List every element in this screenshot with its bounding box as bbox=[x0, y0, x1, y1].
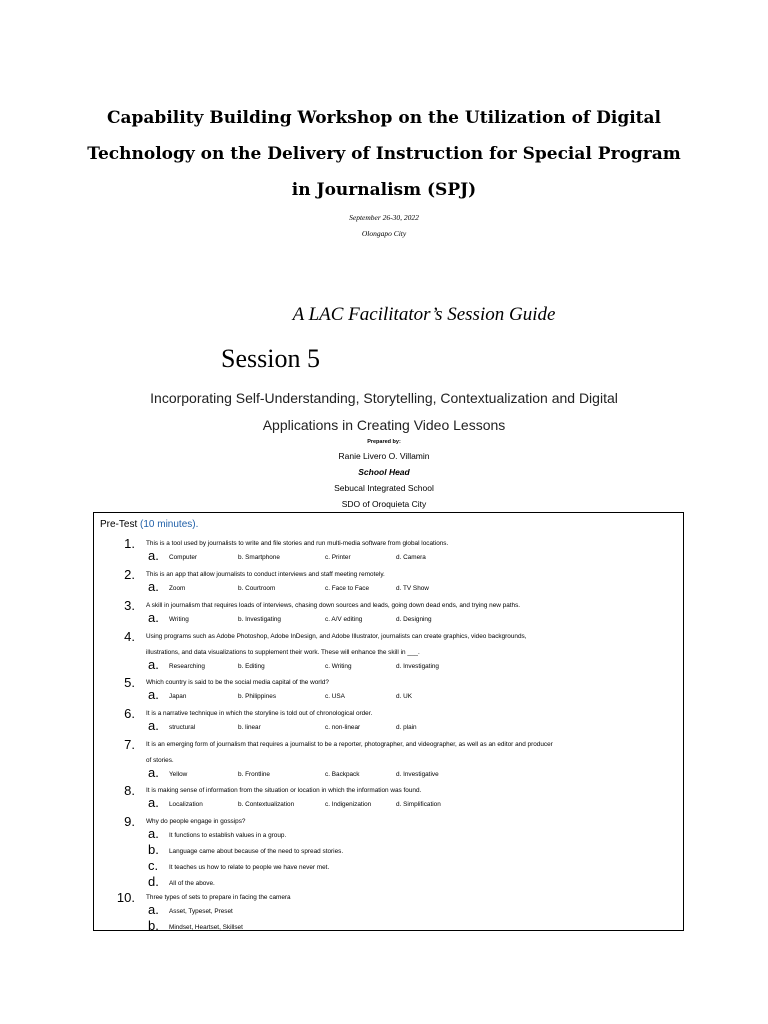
option-text: Asset, Typeset, Preset bbox=[169, 908, 233, 915]
option-text: d. UK bbox=[396, 693, 412, 700]
option-text: c. Backpack bbox=[325, 771, 360, 778]
title-line: Capability Building Workshop on the Utilization of Digital bbox=[106, 108, 662, 128]
question-number: 1. bbox=[124, 536, 135, 551]
option-text: d. Investigative bbox=[396, 771, 439, 778]
question-text: of stories. bbox=[146, 757, 174, 764]
option-letter: a. bbox=[148, 610, 159, 625]
question-number: 4. bbox=[124, 629, 135, 644]
option-text: Language came about because of the need to spread stories. bbox=[169, 848, 344, 855]
prepared-by-label: Prepared by: bbox=[367, 439, 401, 445]
option-text: b. Editing bbox=[238, 663, 265, 670]
credits bbox=[60, 436, 708, 512]
option-text: b. Smartphone bbox=[238, 554, 280, 561]
session-heading: Session 5 bbox=[221, 344, 320, 373]
option-letter: a. bbox=[148, 548, 159, 563]
question-text: This is a tool used by journalists to write and file stories and run multi-media software from global locations. bbox=[146, 540, 449, 547]
option-text: structural bbox=[169, 724, 196, 731]
option-text: d. Simplification bbox=[396, 801, 441, 808]
option-text: b. Investigating bbox=[238, 616, 281, 623]
guide-title: A LAC Facilitator’s Session Guide bbox=[292, 304, 556, 325]
question-text: It is an emerging form of journalism that requires a journalist to be a reporter, photographer, and videographer, as well as an editor and producer bbox=[146, 741, 553, 748]
pretest-time: (10 minutes). bbox=[140, 519, 199, 530]
title-line: in Journalism (SPJ) bbox=[291, 180, 477, 200]
option-text: d. TV Show bbox=[396, 585, 429, 592]
option-text: c. Writing bbox=[325, 663, 352, 670]
option-text: b. Frontline bbox=[238, 771, 270, 778]
option-letter: b. bbox=[148, 918, 159, 931]
question-text: Which country is said to be the social media capital of the world? bbox=[146, 679, 329, 686]
pretest-label: Pre-Test bbox=[100, 519, 138, 530]
title-line: Technology on the Delivery of Instruction for Special Program bbox=[87, 144, 681, 164]
option-letter: b. bbox=[148, 842, 159, 857]
option-letter: a. bbox=[148, 687, 159, 702]
option-letter: a. bbox=[148, 718, 159, 733]
option-text: d. Designing bbox=[396, 616, 432, 623]
author-role: School Head bbox=[358, 467, 410, 477]
session-subtitle bbox=[60, 385, 708, 439]
option-text: d. plain bbox=[396, 724, 417, 731]
option-text: Zoom bbox=[169, 585, 186, 592]
option-text: It functions to establish values in a group. bbox=[169, 832, 287, 839]
option-text: d. Investigating bbox=[396, 663, 439, 670]
question-number: 3. bbox=[124, 598, 135, 613]
question-text: Using programs such as Adobe Photoshop, Adobe InDesign, and Adobe Illustrator, journalists can create graphics, video backgrounds, bbox=[146, 633, 527, 640]
subtitle-line: Applications in Creating Video Lessons bbox=[262, 417, 506, 433]
option-text: Yellow bbox=[169, 771, 188, 778]
event-place: Olongapo City bbox=[361, 229, 407, 238]
question-number: 9. bbox=[124, 814, 135, 829]
question-text: illustrations, and data visualizations to supplement their work. These will enhance the skill in ___. bbox=[146, 649, 420, 656]
question-number: 2. bbox=[124, 567, 135, 582]
option-text: c. Printer bbox=[325, 554, 351, 561]
question-number: 8. bbox=[124, 783, 135, 798]
option-text: Mindset, Heartset, Skillset bbox=[169, 924, 243, 931]
option-letter: a. bbox=[148, 902, 159, 917]
option-text: b. Courtroom bbox=[238, 585, 276, 592]
option-text: Japan bbox=[169, 693, 187, 700]
option-letter: d. bbox=[148, 874, 159, 889]
question-text: Why do people engage in gossips? bbox=[146, 818, 246, 825]
question-text: This is an app that allow journalists to conduct interviews and staff meeting remotely. bbox=[146, 571, 385, 578]
event-details bbox=[60, 210, 708, 242]
option-letter: a. bbox=[148, 657, 159, 672]
option-text: b. linear bbox=[238, 724, 261, 731]
option-letter: a. bbox=[148, 795, 159, 810]
option-text: c. USA bbox=[325, 693, 345, 700]
option-letter: a. bbox=[148, 579, 159, 594]
option-text: It teaches us how to relate to people we have never met. bbox=[169, 864, 330, 871]
option-text: Localization bbox=[169, 801, 203, 808]
option-text: Researching bbox=[169, 663, 205, 670]
option-text: Computer bbox=[169, 554, 198, 561]
question-text: It is a narrative technique in which the storyline is told out of chronological order. bbox=[146, 710, 373, 717]
question-number: 6. bbox=[124, 706, 135, 721]
author-name: Ranie Livero O. Villamin bbox=[338, 451, 430, 461]
school-name: Sebucal Integrated School bbox=[334, 483, 434, 493]
pretest-box bbox=[93, 512, 684, 931]
option-letter: c. bbox=[148, 858, 159, 873]
pretest-heading bbox=[100, 519, 198, 530]
option-letter: a. bbox=[148, 765, 159, 780]
document-title bbox=[60, 100, 708, 208]
option-text: d. Camera bbox=[396, 554, 426, 561]
question-text: Three types of sets to prepare in facing the camera bbox=[146, 894, 291, 901]
option-text: c. Indigenization bbox=[325, 801, 372, 808]
option-text: All of the above. bbox=[169, 880, 215, 887]
question-number: 10. bbox=[116, 890, 135, 905]
question-number: 7. bbox=[124, 737, 135, 752]
option-text: b. Contextualization bbox=[238, 801, 295, 808]
question-number: 5. bbox=[124, 675, 135, 690]
question-text: A skill in journalism that requires loads of interviews, chasing down sources and leads, going down dead ends, and trying new paths. bbox=[146, 602, 521, 609]
option-text: c. A/V editing bbox=[325, 616, 363, 623]
option-text: c. Face to Face bbox=[325, 585, 370, 592]
event-date: September 26-30, 2022 bbox=[349, 213, 419, 222]
division-name: SDO of Oroquieta City bbox=[341, 499, 427, 509]
option-text: b. Philippines bbox=[238, 693, 277, 700]
option-letter: a. bbox=[148, 826, 159, 841]
option-text: Writing bbox=[169, 616, 189, 623]
question-text: It is making sense of information from the situation or location in which the information was found. bbox=[146, 787, 422, 794]
option-text: c. non-linear bbox=[325, 724, 361, 731]
subtitle-line: Incorporating Self-Understanding, Storytelling, Contextualization and Digital bbox=[150, 390, 618, 406]
